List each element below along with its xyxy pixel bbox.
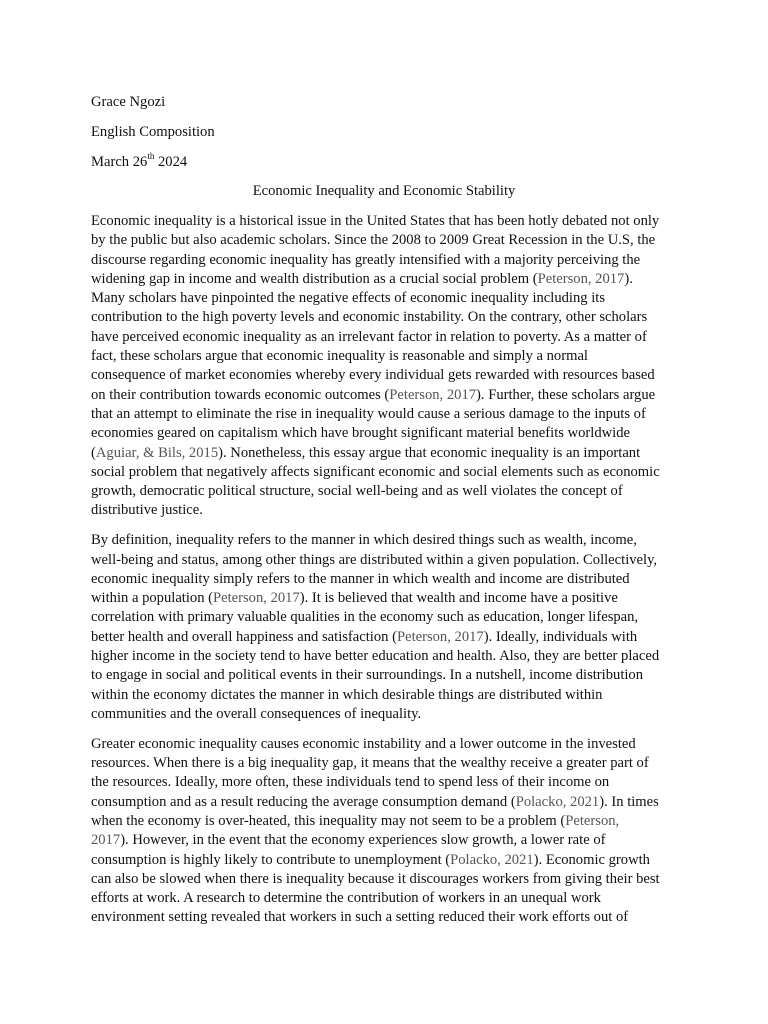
text-run: consumption is highly likely to contribute to unemployment ( <box>91 851 451 868</box>
text-line <box>91 812 687 831</box>
body-paragraph <box>91 212 687 521</box>
text-run: ( <box>91 444 96 461</box>
text-line <box>91 908 687 927</box>
text-line <box>91 647 687 666</box>
text-line <box>91 270 687 289</box>
text-line <box>91 589 687 608</box>
citation: Polacko, 2021 <box>450 851 534 868</box>
essay-body <box>91 212 687 938</box>
text-line <box>91 501 687 520</box>
text-line <box>91 328 687 347</box>
text-run: ). Economic growth <box>533 851 650 868</box>
text-run: ). It is believed that wealth and income have a positive <box>299 590 618 607</box>
text-run: By definition, inequality refers to the manner in which desired things such as wealth, income, <box>91 532 637 549</box>
text-run: ). Nonetheless, this essay argue that economic inequality is an important <box>218 444 641 461</box>
citation: Peterson, 2017 <box>213 590 300 607</box>
text-run: discourse regarding economic inequality has greatly intensified with a majority perceiving the <box>91 251 641 268</box>
text-line <box>91 754 687 773</box>
text-line <box>91 705 687 724</box>
text-line <box>91 231 687 250</box>
text-line <box>91 773 687 792</box>
text-run: the resources. Ideally, more often, these individuals tend to spend less of their income on <box>91 774 610 791</box>
text-run: resources. When there is a big inequality gap, it means that the wealthy receive a greater part of <box>91 755 649 772</box>
text-run: ). Further, these scholars argue <box>476 386 656 403</box>
text-line <box>91 405 687 424</box>
text-line <box>91 831 687 850</box>
text-run: Greater economic inequality causes economic instability and a lower outcome in the invested <box>91 735 636 752</box>
text-run: when the economy is over-heated, this inequality may not seem to be a problem ( <box>91 812 566 829</box>
text-run: higher income in the society tend to have better education and health. Also, they are better placed <box>91 648 660 665</box>
text-line <box>91 551 687 570</box>
text-run: better health and overall happiness and satisfaction ( <box>91 628 397 645</box>
citation: Peterson, 2017 <box>537 270 625 287</box>
date-prefix: March 26 <box>91 154 148 170</box>
text-run: consequence of market economies whereby every individual gets rewarded with resources based <box>91 367 655 384</box>
text-run: fact, these scholars argue that economic inequality is reasonable and simply a normal <box>91 348 588 365</box>
text-run: economies geared on capitalism which have brought significant material benefits worldwide <box>91 425 630 442</box>
text-run: ). Ideally, individuals with <box>483 628 638 645</box>
text-run: well-being and status, among other things are distributed within a given population. Collectively, <box>91 551 658 568</box>
text-line <box>91 289 687 308</box>
text-run: to engage in social and political events in their surroundings. In a nutshell, income distribution <box>91 667 644 684</box>
citation: Peterson, <box>565 812 620 829</box>
text-line <box>91 889 687 908</box>
date-suffix: 2024 <box>154 154 188 170</box>
text-line <box>91 531 687 550</box>
text-line <box>91 482 687 501</box>
text-line <box>91 366 687 385</box>
text-run: widening gap in income and wealth distribution as a crucial social problem ( <box>91 270 538 287</box>
text-run: can also be slowed when there is inequality because it discourages workers from giving their best <box>91 870 660 887</box>
text-line <box>91 851 687 870</box>
text-run: ). However, in the event that the economy experiences slow growth, a lower rate of <box>120 832 606 849</box>
text-run: contribution to the high poverty levels and economic instability. On the contrary, other scholars <box>91 309 648 326</box>
text-line <box>91 251 687 270</box>
course-name: English Composition <box>91 124 215 140</box>
body-paragraph <box>91 735 687 928</box>
text-run: environment setting revealed that workers in such a setting reduced their work efforts out of <box>91 909 629 926</box>
author-name: Grace Ngozi <box>91 94 166 110</box>
text-line <box>91 608 687 627</box>
text-run: on their contribution towards economic outcomes ( <box>91 386 390 403</box>
text-run: consumption and as a result reducing the average consumption demand ( <box>91 793 516 810</box>
text-run: distributive justice. <box>91 502 203 519</box>
text-line <box>91 628 687 647</box>
text-run: social problem that negatively affects significant economic and social elements such as economic <box>91 463 660 480</box>
text-run: ). In times <box>599 793 659 810</box>
text-run: by the public but also academic scholars. Since the 2008 to 2009 Great Recession in the U.S, the <box>91 232 656 249</box>
text-run: economic inequality simply refers to the manner in which wealth and income are distributed <box>91 570 630 587</box>
text-line <box>91 570 687 589</box>
citation: Polacko, 2021 <box>515 793 600 810</box>
text-run: efforts at work. A research to determine the contribution of workers in an unequal work <box>91 890 601 907</box>
text-line <box>91 793 687 812</box>
text-run: within the economy dictates the manner in which desirable things are distributed within <box>91 686 603 703</box>
text-line <box>91 424 687 443</box>
citation: Peterson, 2017 <box>389 386 477 403</box>
text-line <box>91 666 687 685</box>
citation: Peterson, 2017 <box>396 628 484 645</box>
text-run: communities and the overall consequences of inequality. <box>91 705 422 722</box>
citation: 2017 <box>91 832 121 849</box>
text-run: have perceived economic inequality as an irrelevant factor in relation to poverty. As a matter of <box>91 328 647 345</box>
text-run: ). <box>624 270 633 287</box>
essay-title: Economic Inequality and Economic Stability <box>252 183 516 199</box>
text-line <box>91 870 687 889</box>
text-run: correlation with primary valuable qualities in the economy such as education, longer lifespan, <box>91 609 639 626</box>
text-line <box>91 386 687 405</box>
text-run: growth, democratic political structure, social well-being and as well violates the concept of <box>91 483 623 500</box>
text-line <box>91 463 687 482</box>
text-run: within a population ( <box>91 590 214 607</box>
text-run: Many scholars have pinpointed the negative effects of economic inequality including its <box>91 290 606 307</box>
citation: Aguiar, & Bils, 2015 <box>95 444 219 461</box>
text-line <box>91 735 687 754</box>
text-run: that an attempt to eliminate the rise in inequality would cause a serious damage to the inputs of <box>91 405 646 422</box>
text-line <box>91 686 687 705</box>
body-paragraph <box>91 531 687 724</box>
date-superscript: th <box>147 151 155 162</box>
document-date <box>91 153 187 172</box>
text-run: Economic inequality is a historical issue in the United States that has been hotly debated not only <box>91 213 660 229</box>
text-line <box>91 347 687 366</box>
text-line <box>91 444 687 463</box>
text-line <box>91 308 687 327</box>
text-line <box>91 212 687 231</box>
